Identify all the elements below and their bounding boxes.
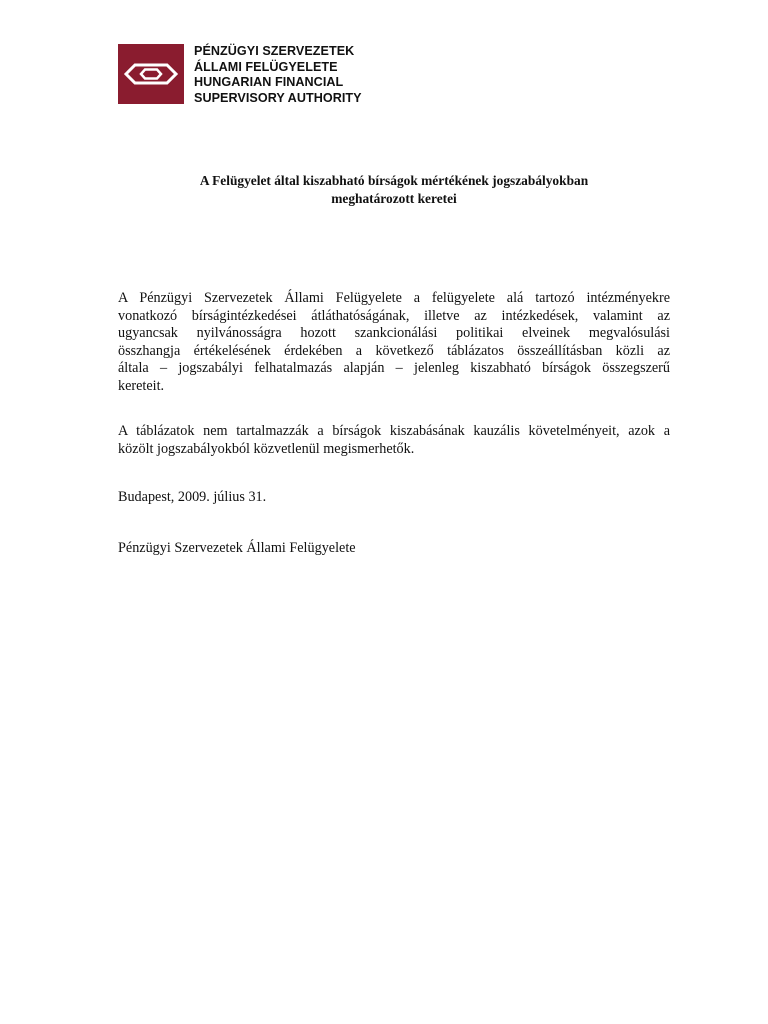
paragraph1-line-4: összhangja értékelésének érdekében a következő táblázatos összeállításban közli az — [118, 342, 670, 359]
note-paragraph — [118, 423, 670, 458]
org-name-line-4: SUPERVISORY AUTHORITY — [194, 90, 362, 105]
paragraph1-line-1: A Pénzügyi Szervezetek Állami Felügyelete a felügyelete alá tartozó intézményekre — [118, 290, 670, 306]
title-line-2: meghatározott keretei — [331, 190, 457, 206]
paragraph2-line-2: közölt jogszabályokból közvetlenül megismerhetők. — [118, 440, 415, 457]
org-name-line-2: ÁLLAMI FELÜGYELETE — [194, 59, 338, 74]
signature-line: Pénzügyi Szervezetek Állami Felügyelete — [118, 540, 356, 556]
org-name-line-3: HUNGARIAN FINANCIAL — [194, 75, 344, 89]
date-line: Budapest, 2009. július 31. — [118, 489, 267, 505]
intro-paragraph — [118, 290, 670, 396]
paragraph1-line-2: vonatkozó bírságintézkedései átláthatóságának, illetve az intézkedések, valamint az — [118, 307, 670, 324]
paragraph1-line-3: ugyancsak nyilvánosságra hozott szankcionálási politikai elveinek megvalósulási — [118, 325, 670, 342]
psz-f-logo-icon — [118, 44, 184, 104]
paragraph2-line-1: A táblázatok nem tartalmazzák a bírságok kiszabásának kauzális követelményeit, azok a — [118, 423, 670, 439]
paragraph1-line-6: kereteit. — [118, 377, 165, 394]
paragraph1-line-5: általa – jogszabályi felhatalmazás alapján – jelenleg kiszabható bírságok összegszerű — [118, 360, 670, 377]
title-line-1: A Felügyelet által kiszabható bírságok mértékének jogszabályokban — [199, 173, 589, 188]
organization-name — [194, 44, 362, 106]
document-title — [118, 172, 670, 207]
org-name-line-1: PÉNZÜGYI SZERVEZETEK — [194, 44, 355, 58]
logo-emblem — [118, 44, 184, 104]
